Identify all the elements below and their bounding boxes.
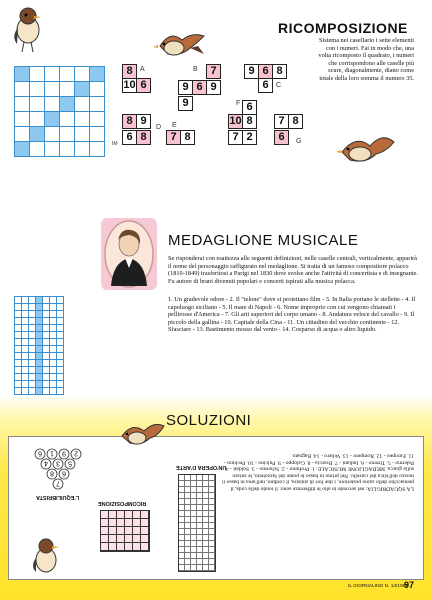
- grid-cell[interactable]: [50, 304, 57, 311]
- bird-illustration: [8, 4, 48, 54]
- grid-cell[interactable]: [36, 381, 43, 388]
- grid-cell[interactable]: [75, 82, 90, 97]
- opera-arte-label: UN'OPERA D'ARTE: [176, 464, 227, 470]
- grid-cell[interactable]: [22, 332, 29, 339]
- grid-cell[interactable]: [50, 297, 57, 304]
- grid-cell[interactable]: [57, 346, 64, 353]
- grid-cell[interactable]: [60, 127, 75, 142]
- grid-cell[interactable]: [90, 67, 105, 82]
- flying-bird-illustration: [336, 128, 398, 172]
- page-number: 97: [404, 580, 415, 590]
- grid-cell[interactable]: [15, 304, 22, 311]
- grid-cell[interactable]: [50, 311, 57, 318]
- piece-label: C: [276, 82, 282, 89]
- grid-label: IM: [112, 141, 118, 147]
- grid-cell[interactable]: [29, 360, 36, 367]
- grid-cell[interactable]: [29, 388, 36, 395]
- piece-cell: 9: [206, 80, 221, 95]
- grid-cell[interactable]: [57, 332, 64, 339]
- grid-cell[interactable]: [43, 374, 50, 381]
- grid-cell[interactable]: [45, 67, 60, 82]
- medaglione-title: MEDAGLIONE MUSICALE: [168, 232, 359, 249]
- grid-cell[interactable]: [57, 360, 64, 367]
- grid-cell[interactable]: [57, 311, 64, 318]
- grid-cell[interactable]: [29, 339, 36, 346]
- grid-cell[interactable]: [45, 127, 60, 142]
- grid-cell[interactable]: [36, 325, 43, 332]
- piece-label: D: [156, 124, 162, 131]
- grid-cell[interactable]: [22, 297, 29, 304]
- grid-cell[interactable]: [43, 367, 50, 374]
- grid-cell[interactable]: [50, 318, 57, 325]
- grid-cell[interactable]: [57, 353, 64, 360]
- svg-text:8: 8: [50, 469, 54, 477]
- grid-cell[interactable]: [29, 381, 36, 388]
- svg-text:6: 6: [38, 449, 42, 457]
- medaglione-intro: Se risponderai con esattezza alle seguenti definizioni, nelle caselle centrali, verticalmente, apparirà il nome del personaggio raffigurato nel medaglione. Si tratta di un famoso compositore polacco (1810-1849) trasferitosi a Parigi nel 1830 dove svolse anche l'attività di concertista e di insegnante. Fu autore di brani divenuti popolari e concerti ispirati alla musica polacca.: [168, 255, 418, 285]
- piece-cell: 9: [136, 114, 151, 129]
- grid-cell[interactable]: [15, 367, 22, 374]
- flying-bird-illustration: [152, 26, 210, 66]
- grid-cell[interactable]: [57, 388, 64, 395]
- piece-cell: 9: [178, 80, 193, 95]
- solutions-text: LA SQUADRIGLIA: nel secondo in alto le differenze sono: il tondo della coda, il pennacchio dello zaino posteriore, i due fori di sinistra, il cordino, nell'area in basso il mozzo dell'elica del carrello. Nel primo in basso le punte del fazzoletto, le strisce sulla giacca. MEDAGLIONE MUSICALE: 1. Profumo - 2. Schermo - 3. Soldati - 4. Palermo - 5. Tirreno - 6. Indiani - 7. Braccia - 8. Galoppo - 9. Pulcino - 10. Pechino - 11. Europeo - 12. Rompere - 13. Veliero - 14. Bagnato.: [222, 452, 414, 492]
- piece-cell: 8: [272, 64, 287, 79]
- bird-illustration: [28, 536, 64, 580]
- grid-cell[interactable]: [22, 353, 29, 360]
- grid-cell[interactable]: [57, 318, 64, 325]
- ricomposizione-grid: [14, 66, 105, 157]
- piece-label: G: [296, 138, 302, 145]
- grid-cell[interactable]: [15, 67, 30, 82]
- piece-cell: 9: [178, 96, 193, 111]
- grid-cell[interactable]: [36, 346, 43, 353]
- grid-cell[interactable]: [36, 353, 43, 360]
- grid-cell[interactable]: [57, 304, 64, 311]
- piece-cell: 7: [228, 130, 243, 145]
- grid-cell[interactable]: [90, 142, 105, 157]
- grid-cell[interactable]: [29, 374, 36, 381]
- opera-arte-solution-grid: [178, 474, 216, 572]
- portrait-medallion: [101, 218, 157, 290]
- grid-cell[interactable]: [57, 374, 64, 381]
- equilibrista-label: L'EQUILIBRISTA: [36, 494, 80, 500]
- grid-cell[interactable]: [45, 82, 60, 97]
- grid-cell[interactable]: [75, 142, 90, 157]
- equilibrista-solution-pyramid: [30, 446, 86, 490]
- grid-cell[interactable]: [50, 332, 57, 339]
- grid-cell[interactable]: [50, 360, 57, 367]
- ricomposizione-title: RICOMPOSIZIONE: [278, 20, 408, 36]
- grid-cell[interactable]: [57, 367, 64, 374]
- grid-cell[interactable]: [50, 325, 57, 332]
- grid-cell[interactable]: [30, 142, 45, 157]
- medaglione-grid: [14, 296, 64, 395]
- grid-cell[interactable]: [60, 82, 75, 97]
- ricomposizione-solution-label: RICOMPOSIZIONE: [98, 500, 147, 506]
- grid-cell[interactable]: [22, 346, 29, 353]
- grid-cell[interactable]: [15, 297, 22, 304]
- piece-label: E: [172, 122, 177, 129]
- grid-cell[interactable]: [50, 374, 57, 381]
- grid-cell[interactable]: [90, 97, 105, 112]
- grid-cell[interactable]: [36, 332, 43, 339]
- grid-cell[interactable]: [43, 381, 50, 388]
- grid-cell[interactable]: [15, 381, 22, 388]
- grid-cell[interactable]: [29, 325, 36, 332]
- piece-cell: 6: [258, 64, 273, 79]
- grid-cell[interactable]: [30, 112, 45, 127]
- grid-cell[interactable]: [30, 127, 45, 142]
- grid-cell[interactable]: [45, 142, 60, 157]
- grid-cell[interactable]: [60, 97, 75, 112]
- grid-cell[interactable]: [50, 388, 57, 395]
- piece-label: A: [140, 66, 145, 73]
- svg-text:4: 4: [44, 459, 48, 467]
- grid-cell[interactable]: [60, 67, 75, 82]
- grid-cell[interactable]: [22, 381, 29, 388]
- grid-cell[interactable]: [57, 297, 64, 304]
- piece-cell: 8: [288, 114, 303, 129]
- piece-cell: 8: [242, 114, 257, 129]
- grid-cell[interactable]: [15, 353, 22, 360]
- grid-cell[interactable]: [43, 297, 50, 304]
- grid-cell[interactable]: [50, 339, 57, 346]
- grid-cell[interactable]: [43, 360, 50, 367]
- grid-cell[interactable]: [45, 97, 60, 112]
- grid-cell[interactable]: [50, 346, 57, 353]
- svg-text:3: 3: [56, 459, 60, 467]
- grid-cell[interactable]: [15, 325, 22, 332]
- grid-cell[interactable]: [29, 304, 36, 311]
- grid-cell[interactable]: [15, 311, 22, 318]
- grid-cell[interactable]: [43, 311, 50, 318]
- grid-cell[interactable]: [36, 367, 43, 374]
- grid-cell[interactable]: [43, 339, 50, 346]
- grid-cell[interactable]: [15, 374, 22, 381]
- svg-text:5: 5: [68, 459, 72, 467]
- grid-cell[interactable]: [36, 311, 43, 318]
- grid-cell[interactable]: [29, 311, 36, 318]
- grid-cell[interactable]: [50, 353, 57, 360]
- grid-cell[interactable]: [57, 325, 64, 332]
- grid-cell[interactable]: [36, 297, 43, 304]
- grid-cell[interactable]: [22, 318, 29, 325]
- grid-cell[interactable]: [29, 353, 36, 360]
- grid-cell[interactable]: [22, 311, 29, 318]
- grid-cell[interactable]: [29, 367, 36, 374]
- grid-cell[interactable]: [30, 82, 45, 97]
- grid-cell[interactable]: [29, 297, 36, 304]
- piece-label: B: [193, 66, 198, 73]
- ricomposizione-instructions: Sistema nei caselIario i sette elementi con i numeri. Fai in modo che, una volta ricomposto il quadrato, i numeri che corrispondono alle caselle più scure, diagonalmente, diano come totale della loro somma il numero 35.: [318, 37, 414, 82]
- grid-cell[interactable]: [29, 332, 36, 339]
- grid-cell[interactable]: [75, 97, 90, 112]
- grid-cell[interactable]: [60, 112, 75, 127]
- piece-cell: 6: [192, 80, 207, 95]
- piece-cell: 6: [274, 130, 289, 145]
- grid-cell[interactable]: [15, 142, 30, 157]
- piece-cell: 6: [242, 100, 257, 115]
- grid-cell[interactable]: [15, 346, 22, 353]
- piece-cell: 10: [229, 115, 242, 127]
- piece-cell: 6: [136, 78, 151, 93]
- grid-cell[interactable]: [22, 339, 29, 346]
- grid-cell[interactable]: [90, 127, 105, 142]
- grid-cell[interactable]: [22, 388, 29, 395]
- piece-cell: 10: [123, 79, 136, 91]
- piece-cell: 9: [244, 64, 259, 79]
- grid-cell[interactable]: [22, 374, 29, 381]
- grid-cell[interactable]: [43, 318, 50, 325]
- medaglione-definitions: 1. Un gradevole odore - 2. Il "telone" dove si proiettano film - 3. In Italia portano le stellette - 4. Il capoluogo siciliano - 5. Il mare di Napoli - 6. Nome improprio con cui vengono chiamati i pellirosse d'America - 7. Gli arti superiori del corpo umano - 8. Andatura veloce del cavallo - 9. Il piccolo della gallina - 10. Capitale della Cina - 11. Un cittadino del vecchio continente - 12. Sfasciare - 13. Bastimento mosso dal vento - 14. Cosparso di acqua o altro liquido.: [168, 296, 416, 334]
- grid-cell[interactable]: [36, 388, 43, 395]
- grid-cell[interactable]: [43, 388, 50, 395]
- grid-cell[interactable]: [22, 325, 29, 332]
- grid-cell[interactable]: [43, 332, 50, 339]
- grid-cell[interactable]: [50, 367, 57, 374]
- grid-cell[interactable]: [50, 381, 57, 388]
- grid-cell[interactable]: [22, 367, 29, 374]
- grid-cell[interactable]: [15, 97, 30, 112]
- ricomposizione-solution-grid: [100, 510, 150, 552]
- grid-cell[interactable]: [60, 142, 75, 157]
- piece-cell: 8: [122, 64, 137, 79]
- piece-cell: 7: [206, 64, 221, 79]
- svg-text:9: 9: [62, 449, 66, 457]
- grid-cell[interactable]: [36, 360, 43, 367]
- piece-cell: 7: [166, 130, 181, 145]
- grid-cell[interactable]: [30, 67, 45, 82]
- grid-cell[interactable]: [22, 360, 29, 367]
- piece-cell: 8: [122, 114, 137, 129]
- piece-cell: 7: [274, 114, 289, 129]
- svg-text:1: 1: [50, 449, 54, 457]
- svg-text:6: 6: [62, 469, 66, 477]
- grid-cell[interactable]: [57, 381, 64, 388]
- grid-cell[interactable]: [75, 112, 90, 127]
- grid-cell[interactable]: [90, 112, 105, 127]
- grid-cell[interactable]: [75, 67, 90, 82]
- grid-cell[interactable]: [15, 339, 22, 346]
- grid-cell[interactable]: [15, 112, 30, 127]
- grid-cell[interactable]: [57, 339, 64, 346]
- grid-cell[interactable]: [75, 127, 90, 142]
- grid-cell[interactable]: [36, 318, 43, 325]
- grid-cell[interactable]: [30, 97, 45, 112]
- flying-bird-illustration: [118, 418, 168, 452]
- grid-cell[interactable]: [29, 318, 36, 325]
- grid-cell[interactable]: [43, 325, 50, 332]
- grid-cell[interactable]: [45, 112, 60, 127]
- grid-cell[interactable]: [36, 304, 43, 311]
- piece-cell: 6: [258, 78, 273, 93]
- grid-cell[interactable]: [43, 304, 50, 311]
- grid-cell[interactable]: [15, 388, 22, 395]
- grid-cell[interactable]: [15, 318, 22, 325]
- piece-cell: 6: [122, 130, 137, 145]
- soluzioni-title: SOLUZIONI: [166, 412, 252, 429]
- piece-label: F: [236, 100, 241, 107]
- grid-cell[interactable]: [36, 339, 43, 346]
- grid-cell[interactable]: [15, 332, 22, 339]
- piece-cell: 8: [180, 130, 195, 145]
- grid-cell[interactable]: [43, 346, 50, 353]
- grid-cell[interactable]: [15, 360, 22, 367]
- svg-text:2: 2: [74, 449, 78, 457]
- grid-cell[interactable]: [15, 82, 30, 97]
- grid-cell[interactable]: [15, 127, 30, 142]
- grid-cell[interactable]: [90, 82, 105, 97]
- grid-cell[interactable]: [36, 374, 43, 381]
- svg-text:7: 7: [56, 479, 60, 487]
- grid-cell[interactable]: [43, 353, 50, 360]
- grid-cell[interactable]: [29, 346, 36, 353]
- magazine-footer: IL GIORNALINO N. 14/1998: [348, 584, 409, 589]
- grid-cell[interactable]: [22, 304, 29, 311]
- piece-cell: 2: [242, 130, 257, 145]
- piece-cell: 8: [136, 130, 151, 145]
